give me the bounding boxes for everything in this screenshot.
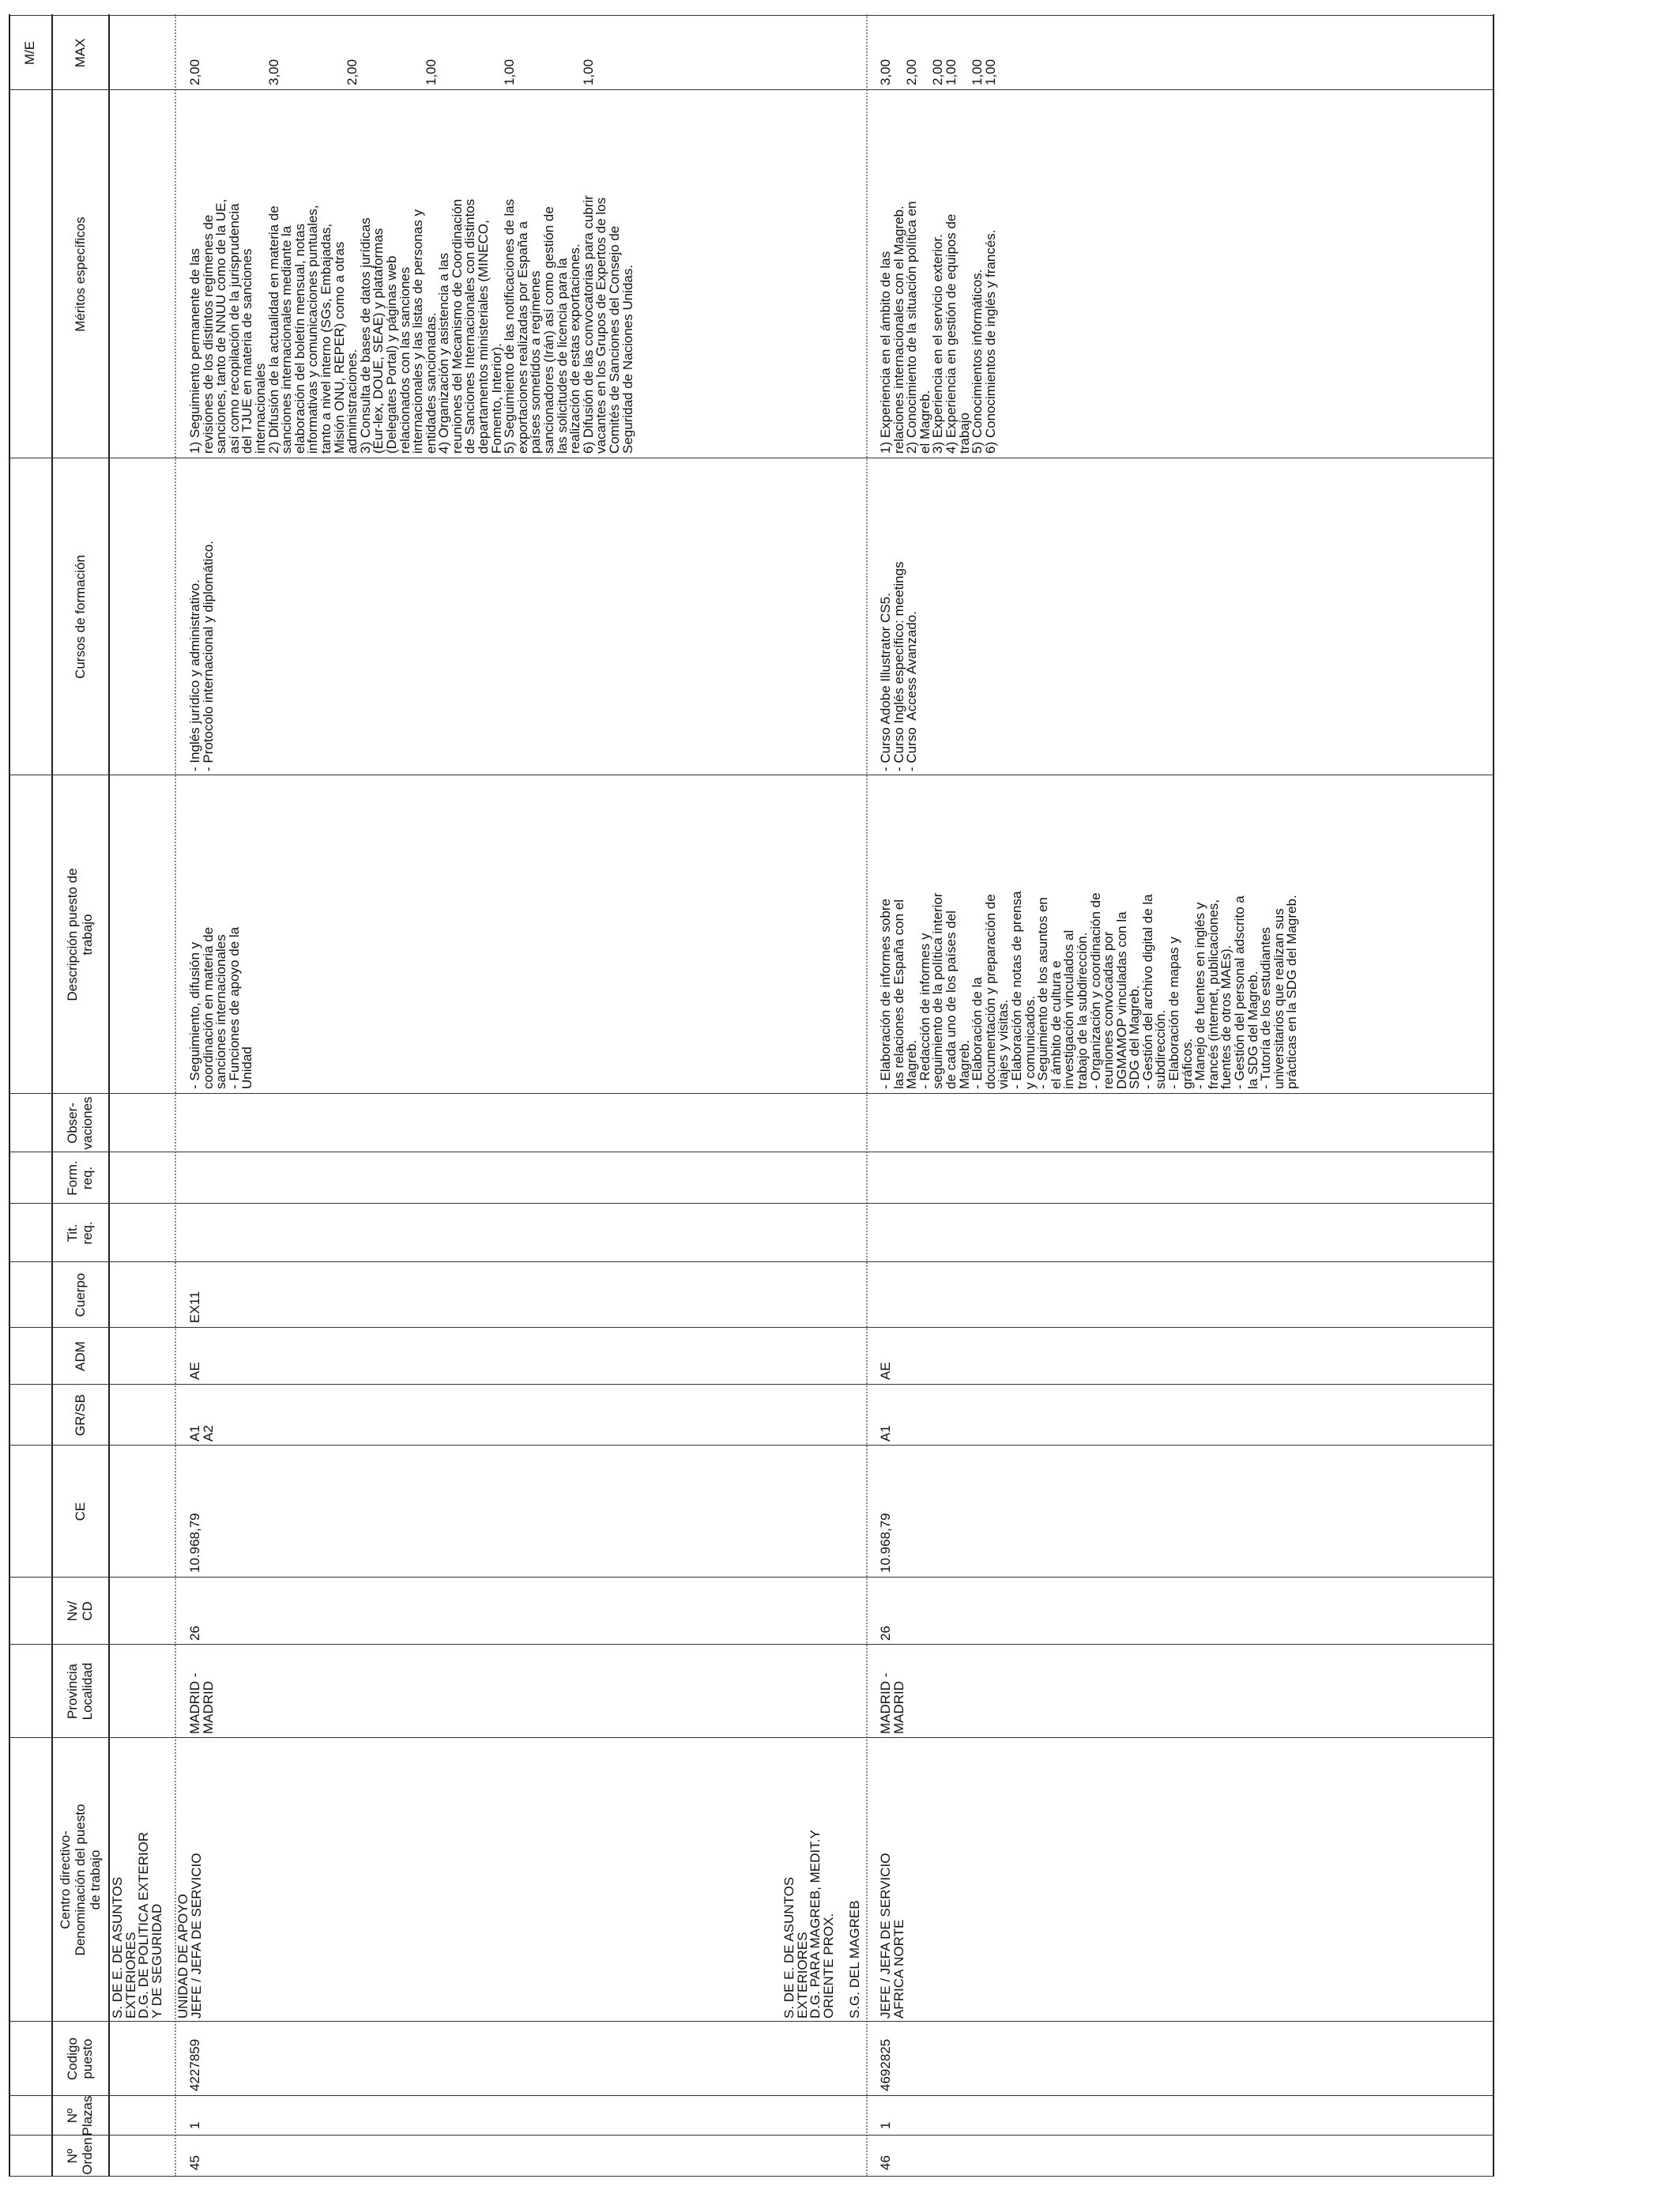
header-descripcion: Descripción puesto de trabajo (65, 868, 95, 1001)
row-45-max-scores (187, 58, 596, 85)
header-tit-req: Tit. req. (65, 1221, 95, 1245)
row-45-gr-sb: A1 A2 (187, 1425, 216, 1442)
centro-block-row-46: S. DE E. DE ASUNTOS EXTERIORES D.G. PARA MAGREB, MEDIT.Y ORIENTE PROX. S.G. DEL MAGREB (782, 1830, 862, 2019)
row-46-max-4: 1,00 (944, 58, 959, 85)
row-46-meritos: 1) Experiencia en el ámbito de las relaciones internacionales con el Magreb. 2) Conocimiento de la situación política en el Magreb. 3) Experiencia en el servicio exterior. 4) Experiencia en gestión de equipos de trabajo 5) Conocimientos informáticos. 6) Conocimientos de inglés y francés. (878, 201, 998, 454)
row-45-adm: AE (187, 1362, 202, 1380)
row-46-nv-cd: 26 (878, 1626, 893, 1641)
row-45-max-3: 2,00 (345, 58, 360, 85)
job-table (9, 14, 1494, 2177)
header-codigo: Codigo puesto (65, 2038, 95, 2080)
header-adm: ADM (72, 1341, 88, 1371)
row-45-max-4: 1,00 (423, 58, 439, 85)
header-me: M/E (21, 40, 37, 66)
row-45-max-5: 1,00 (502, 58, 518, 85)
header-observaciones: Obser- vaciones (65, 1096, 95, 1150)
row-46-orden: 46 (878, 2155, 893, 2170)
row-46-gr-sb: A1 (878, 1425, 893, 1442)
header-form-req: Form. req. (65, 1160, 95, 1196)
row-45-max-2: 3,00 (266, 58, 281, 85)
centro-block-row-45: S. DE E. DE ASUNTOS EXTERIORES D.G. DE POLITICA EXTERIOR Y DE SEGURIDAD UNIDAD DE APOYO JEFE / JEFA DE SERVICIO (110, 1831, 204, 2019)
row-46-max-5: 1,00 (970, 58, 985, 85)
row-45-descripcion: - Seguimiento, difusión y coordinación en materia de sanciones internacionales - Funciones de apoyo de la Unidad (187, 926, 255, 1089)
header-plazas: Nº Plazas (65, 2095, 95, 2136)
row-46-max-scores (878, 58, 998, 85)
row-45-plazas: 1 (187, 2121, 202, 2129)
row-45-max-1: 2,00 (187, 58, 202, 85)
header-cursos: Cursos de formación (72, 555, 88, 679)
row-46-provincia: MADRID - MADRID (878, 1672, 906, 1734)
row-45-cursos: - Inglés jurídico y administrativo. - Protocolo internacional y diplomático. (187, 541, 216, 771)
row-45-codigo: 4227859 (187, 2038, 202, 2091)
header-gr-sb: GR/SB (72, 1394, 88, 1436)
row-46-max-3: 2,00 (930, 58, 946, 85)
row-46-plazas: 1 (878, 2121, 893, 2129)
row-46-ce: 10.968,79 (878, 1513, 893, 1573)
row-45-ce: 10.968,79 (187, 1513, 202, 1573)
row-45-cuerpo: EX11 (187, 1291, 202, 1323)
header-bottom-border (108, 14, 110, 2177)
row-46-max-2: 2,00 (904, 58, 920, 85)
header-ce: CE (72, 1502, 88, 1521)
row-46-adm: AE (878, 1362, 893, 1380)
row-45-orden: 45 (187, 2155, 202, 2170)
header-max: MAX (72, 38, 88, 68)
row-45-provincia: MADRID - MADRID (187, 1672, 216, 1734)
header-centro: Centro directivo- Denominación del puesto de trabajo (57, 1804, 103, 1956)
row-46-max-1: 3,00 (878, 58, 893, 85)
row-45-meritos: 1) Seguimiento permanente de las revisiones de los distintos regímenes de sanciones, tanto de NNUU como de la UE, así como recopilación de la jurisprudencia del TJUE en materia de sanciones internacionales 2) Difusión de la actualidad en materia de sanciones internacionales mediante la elaboración del boletín mensual, notas informativas y comunicaciones puntuales, tanto a nivel interno (SGs, Embajadas, Misión ONU, REPER) como a otras administraciones. 3) Consulta de bases de datos jurídicas (Eur-lex, DOUE, SEAE) y plataformas (Delegates Portal) y páginas web relacionados con las sanciones internacionales y las listas de personas y entidades sancionadas. 4) Organización y asistencia a las reuniones del Mecanismo de Coordinación de Sanciones Internacionales con distintos departamentos ministeriales (MINECO, Fomento, Interior). 5) Seguimiento de las notificaciones de las exportaciones realizadas por España a países sometidos a regímenes sancionadores (Irán) así como gestión de las solicitudes de licencia para la realización de estas exportaciones. 6) Difusión de las convocatorias para cubrir vacantes en los Grupos de Expertos de los Comités de Sanciones del Consejo de Seguridad de Naciones Unidas. (187, 195, 635, 454)
row-46-cursos: - Curso Adobe Illustrator CS5. - Curso Inglés específico: meetings - Curso Access Avanzado. (878, 561, 920, 771)
header-meritos: Méritos específicos (72, 217, 88, 332)
header-orden: Nº Orden (65, 2137, 95, 2175)
row-46-max-6: 1,00 (982, 58, 998, 85)
table-bottom-border (1493, 14, 1494, 2177)
header-nv-cd: Nv/ CD (65, 1600, 95, 1622)
row-46-centro: JEFE / JEFA DE SERVICIO AFRICA NORTE (878, 1853, 906, 2019)
row-46-codigo: 4692825 (878, 2038, 893, 2091)
row-45-max-6: 1,00 (581, 58, 596, 85)
header-cuerpo: Cuerpo (72, 1272, 88, 1318)
row-45-nv-cd: 26 (187, 1626, 202, 1641)
table-top-border (9, 14, 10, 2177)
row-46-top-divider (866, 14, 868, 2177)
row-46-descripcion: - Elaboración de informes sobre las relaciones de España con el Magreb. - Redacción de informes y seguimiento de la política interior de cada uno de los países del Magreb. - Elaboración de la documentación y preparación de viajes y visitas. - Elaboración de notas de prensa y comunicados. - Seguimiento de los asuntos en el ámbito de cultura e investigación vinculados al trabajo de la subdirección. - Organización y coordinación de reuniones convocadas por DGMAMOP vinculadas con la SDG del Magreb. - Gestión del archivo digital de la subdirección. - Elaboración de mapas y gráficos. - Manejo de fuentes en inglés y francés (internet, publicaciones, fuentes de otros MAEs). - Gestión del personal adscrito a la SDG del Magreb. - Tutoría de los estudiantes universitarios que realizan sus prácticas en la SDG del Magreb. (878, 891, 1300, 1089)
header-provincia: Provincia Localidad (65, 1662, 95, 1721)
